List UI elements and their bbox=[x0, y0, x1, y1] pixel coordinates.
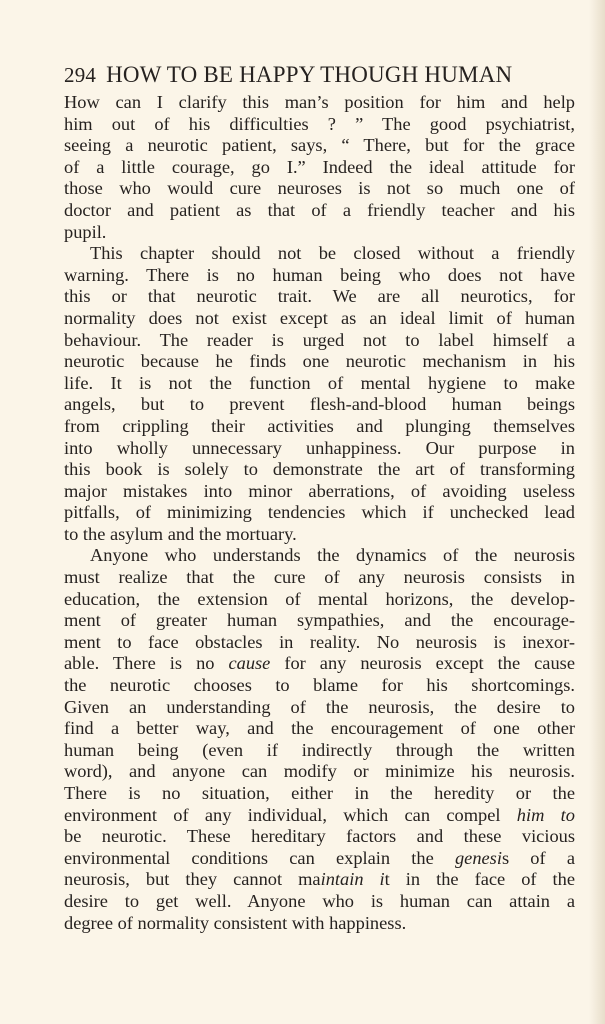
text-line: environmental conditions can explain the genesis of a bbox=[64, 847, 575, 868]
text-line: be neurotic. These hereditary factors and these vicious bbox=[64, 826, 575, 847]
text-line: angels, but to prevent flesh-and-blood human beings bbox=[64, 394, 575, 415]
text-line: education, the extension of mental horizons, the develop- bbox=[64, 588, 575, 609]
body-text bbox=[64, 92, 575, 934]
text-line: Given an understanding of the neurosis, the desire to bbox=[64, 696, 575, 717]
text-line: There is no situation, either in the heredity or the bbox=[64, 783, 575, 803]
text-line: those who would cure neuroses is not so much one of bbox=[64, 178, 575, 199]
text-line: neurosis, but they cannot maintain it in the face of the bbox=[64, 869, 576, 890]
text-line: major mistakes into minor aberrations, of avoiding useless bbox=[64, 480, 575, 501]
text-line: pitfalls, of minimizing tendencies which if unchecked lead bbox=[64, 502, 575, 523]
italic-word: intain i bbox=[320, 869, 385, 890]
text-line: to the asylum and the mortuary. bbox=[64, 523, 297, 544]
text-line: ment of greater human sympathies, and the encourage- bbox=[64, 610, 575, 631]
page-number: 294 bbox=[64, 63, 97, 87]
text-line: find a better way, and the encouragement of one other bbox=[64, 718, 575, 739]
text-line: able. There is no cause for any neurosis except the cause bbox=[64, 653, 575, 674]
text-line: environment of any individual, which can compel him to bbox=[64, 804, 575, 825]
text-line: pupil. bbox=[64, 221, 107, 242]
text-line: desire to get well. Anyone who is human can attain a bbox=[64, 890, 575, 911]
text-line: Anyone who understands the dynamics of the neurosis bbox=[90, 545, 575, 566]
text-line: This chapter should not be closed without a friendly bbox=[90, 243, 575, 264]
running-header bbox=[64, 62, 575, 88]
page-edge-shadow bbox=[589, 0, 605, 1024]
text-line: him out of his difficulties ? ” The good psychiatrist, bbox=[64, 113, 575, 134]
text-line: this or that neurotic trait. We are all neurotics, for bbox=[64, 286, 575, 307]
running-title: HOW TO BE HAPPY THOUGH HUMAN bbox=[106, 62, 513, 87]
text-line: into wholly unnecessary unhappiness. Our purpose in bbox=[64, 437, 575, 458]
text-line: neurotic because he finds one neurotic mechanism in his bbox=[64, 351, 575, 372]
text-line: from crippling their activities and plunging themselves bbox=[64, 415, 575, 436]
text-line: behaviour. The reader is urged not to label himself a bbox=[64, 329, 575, 350]
text-line: human being (even if indirectly through the written bbox=[64, 739, 575, 760]
text-line: doctor and patient as that of a friendly teacher and his bbox=[64, 199, 575, 220]
book-page bbox=[64, 62, 575, 934]
italic-word: genesi bbox=[433, 847, 502, 868]
text-line: degree of normality consistent with happiness. bbox=[64, 912, 407, 933]
text-line: life. It is not the function of mental hygiene to make bbox=[64, 372, 575, 393]
text-line: ment to face obstacles in reality. No neurosis is inexor- bbox=[64, 631, 575, 652]
text-line: warning. There is no human being who does not have bbox=[64, 264, 575, 285]
text-line: the neurotic chooses to blame for his shortcomings. bbox=[64, 675, 575, 696]
text-line: seeing a neurotic patient, says, “ There, but for the grace bbox=[64, 135, 575, 156]
text-line: word), and anyone can modify or minimize his neurosis. bbox=[64, 761, 575, 782]
italic-word: cause bbox=[228, 653, 271, 674]
italic-word: him to bbox=[516, 804, 575, 825]
text-line: normality does not exist except as an ideal limit of human bbox=[64, 307, 575, 328]
text-line: this book is solely to demonstrate the art of transforming bbox=[64, 459, 575, 480]
text-line: of a little courage, go I.” Indeed the ideal attitude for bbox=[64, 156, 575, 177]
text-line: must realize that the cure of any neurosis consists in bbox=[64, 567, 575, 588]
text-line: How can I clarify this man’s position for him and help bbox=[64, 92, 575, 112]
